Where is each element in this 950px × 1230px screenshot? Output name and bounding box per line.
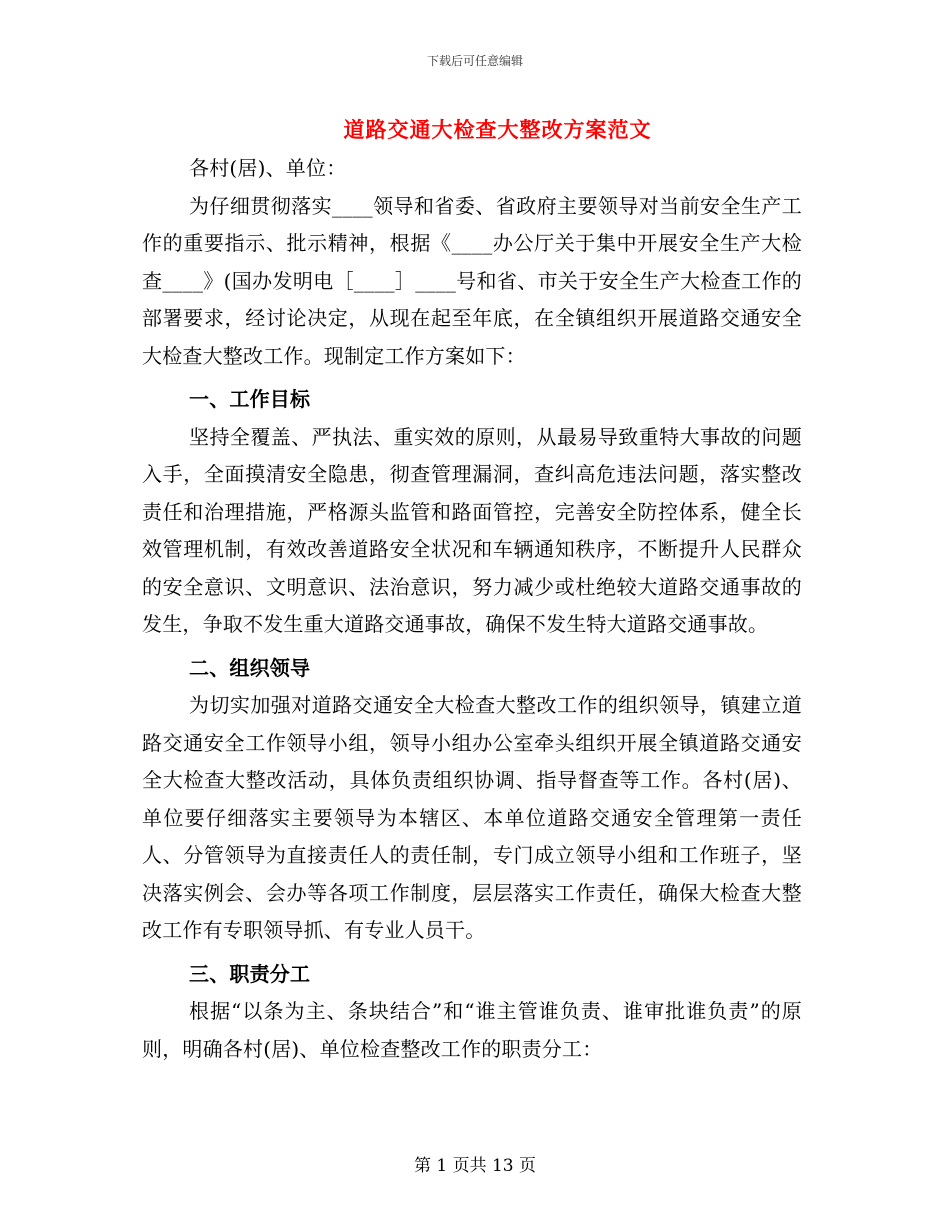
section-paragraph-responsibilities: 根据“以条为主、条块结合”和“谁主管谁负责、谁审批谁负责”的原则，明确各村(居)、单位检查整改工作的职责分工： xyxy=(142,999,802,1061)
document-title: 道路交通大检查大整改方案范文 xyxy=(343,117,652,142)
section-heading-responsibilities: 三、职责分工 xyxy=(189,961,311,986)
section-heading-goals: 一、工作目标 xyxy=(189,387,311,411)
header-note: 下载后可任意编辑 xyxy=(426,54,523,68)
document-body xyxy=(142,150,802,1068)
intro-paragraph: 为仔细贯彻落实____领导和省委、省政府主要领导对当前安全生产工作的重要指示、批示精神，根据《____办公厅关于集中开展安全生产大检查____》(国办发明电［____］____号和省、市关于安全生产大检查工作的部署要求，经讨论决定，从现在起至年底，在全镇组织开展道路交通安全大检查大整改工作。现制定工作方案如下： xyxy=(142,193,802,368)
section-paragraph-organization: 为切实加强对道路交通安全大检查大整改工作的组织领导，镇建立道路交通安全工作领导小组，领导小组办公室牵头组织开展全镇道路交通安全大检查大整改活动，具体负责组织协调、指导督查等工作。各村(居)、单位要仔细落实主要领导为本辖区、本单位道路交通安全管理第一责任人、分管领导为直接责任人的责任制，专门成立领导小组和工作班子，坚决落实例会、会办等各项工作制度，层层落实工作责任，确保大检查大整改工作有专职领导抓、有专业人员干。 xyxy=(142,693,802,942)
salutation: 各村(居)、单位： xyxy=(189,156,347,180)
section-heading-organization: 二、组织领导 xyxy=(189,655,311,680)
section-paragraph-goals: 坚持全覆盖、严执法、重实效的原则，从最易导致重特大事故的问题入手，全面摸清安全隐患，彻查管理漏洞，查纠高危违法问题，落实整改责任和治理措施，严格源头监管和路面管控，完善安全防控体系，健全长效管理机制，有效改善道路安全状况和车辆通知秩序，不断提升人民群众的安全意识、文明意识、法治意识，努力减少或杜绝较大道路交通事故的发生，争取不发生重大道路交通事故，确保不发生特大道路交通事故。 xyxy=(142,424,802,636)
page-indicator: 第 1 页共 13 页 xyxy=(413,1156,537,1176)
